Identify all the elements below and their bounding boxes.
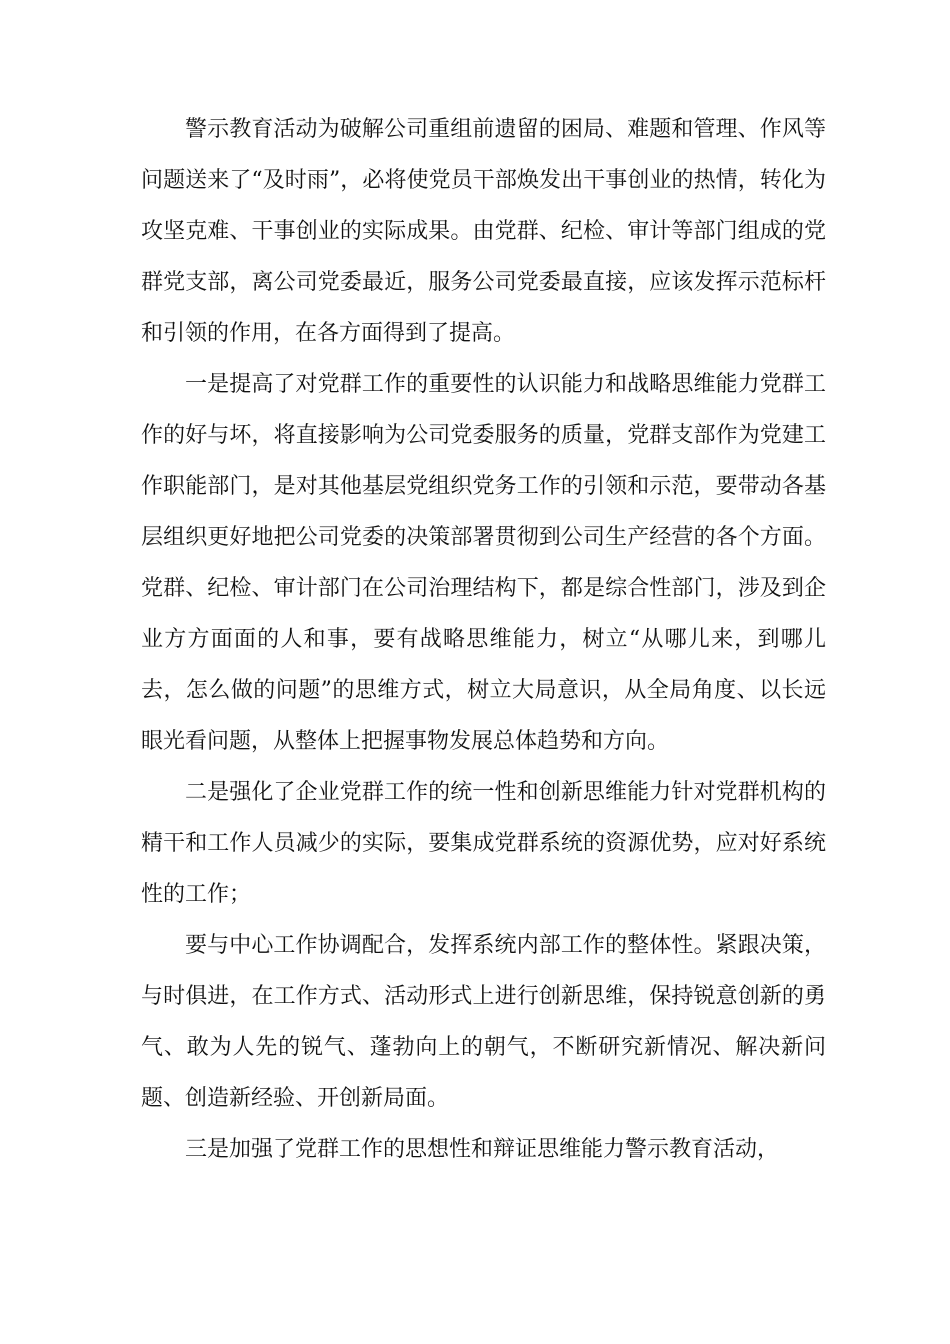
paragraph-intro: 警示教育活动为破解公司重组前遗留的困局、难题和管理、作风等问题送来了“及时雨”，必将使党员干部焕发出干事创业的热情，转化为攻坚克难、干事创业的实际成果。由党群、纪检、审计等部门组成的党群党支部，离公司党委最近，服务公司党委最直接，应该发挥示范标杆和引领的作用，在各方面得到了提高。 [141,117,826,346]
paragraph-point-three: 三是加强了党群工作的思想性和辩证思维能力警示教育活动， [185,1137,780,1162]
paragraph-point-two: 二是强化了企业党群工作的统一性和创新思维能力针对党群机构的精干和工作人员减少的实际，要集成党群系统的资源优势，应对好系统性的工作； [141,780,826,907]
document-body [141,104,826,1175]
paragraph-point-one: 一是提高了对党群工作的重要性的认识能力和战略思维能力党群工作的好与坏，将直接影响为公司党委服务的质量，党群支部作为党建工作职能部门，是对其他基层党组织党务工作的引领和示范，要带动各基层组织更好地把公司党委的决策部署贯彻到公司生产经营的各个方面。党群、纪检、审计部门在公司治理结构下，都是综合性部门，涉及到企业方方面面的人和事，要有战略思维能力，树立“从哪儿来，到哪儿去，怎么做的问题”的思维方式，树立大局意识，从全局角度、以长远眼光看问题，从整体上把握事物发展总体趋势和方向。 [141,372,826,754]
paragraph-point-two-continued: 要与中心工作协调配合，发挥系统内部工作的整体性。紧跟决策，与时俱进，在工作方式、活动形式上进行创新思维，保持锐意创新的勇气、敢为人先的锐气、蓬勃向上的朝气，不断研究新情况、解决新问题、创造新经验、开创新局面。 [141,933,826,1111]
